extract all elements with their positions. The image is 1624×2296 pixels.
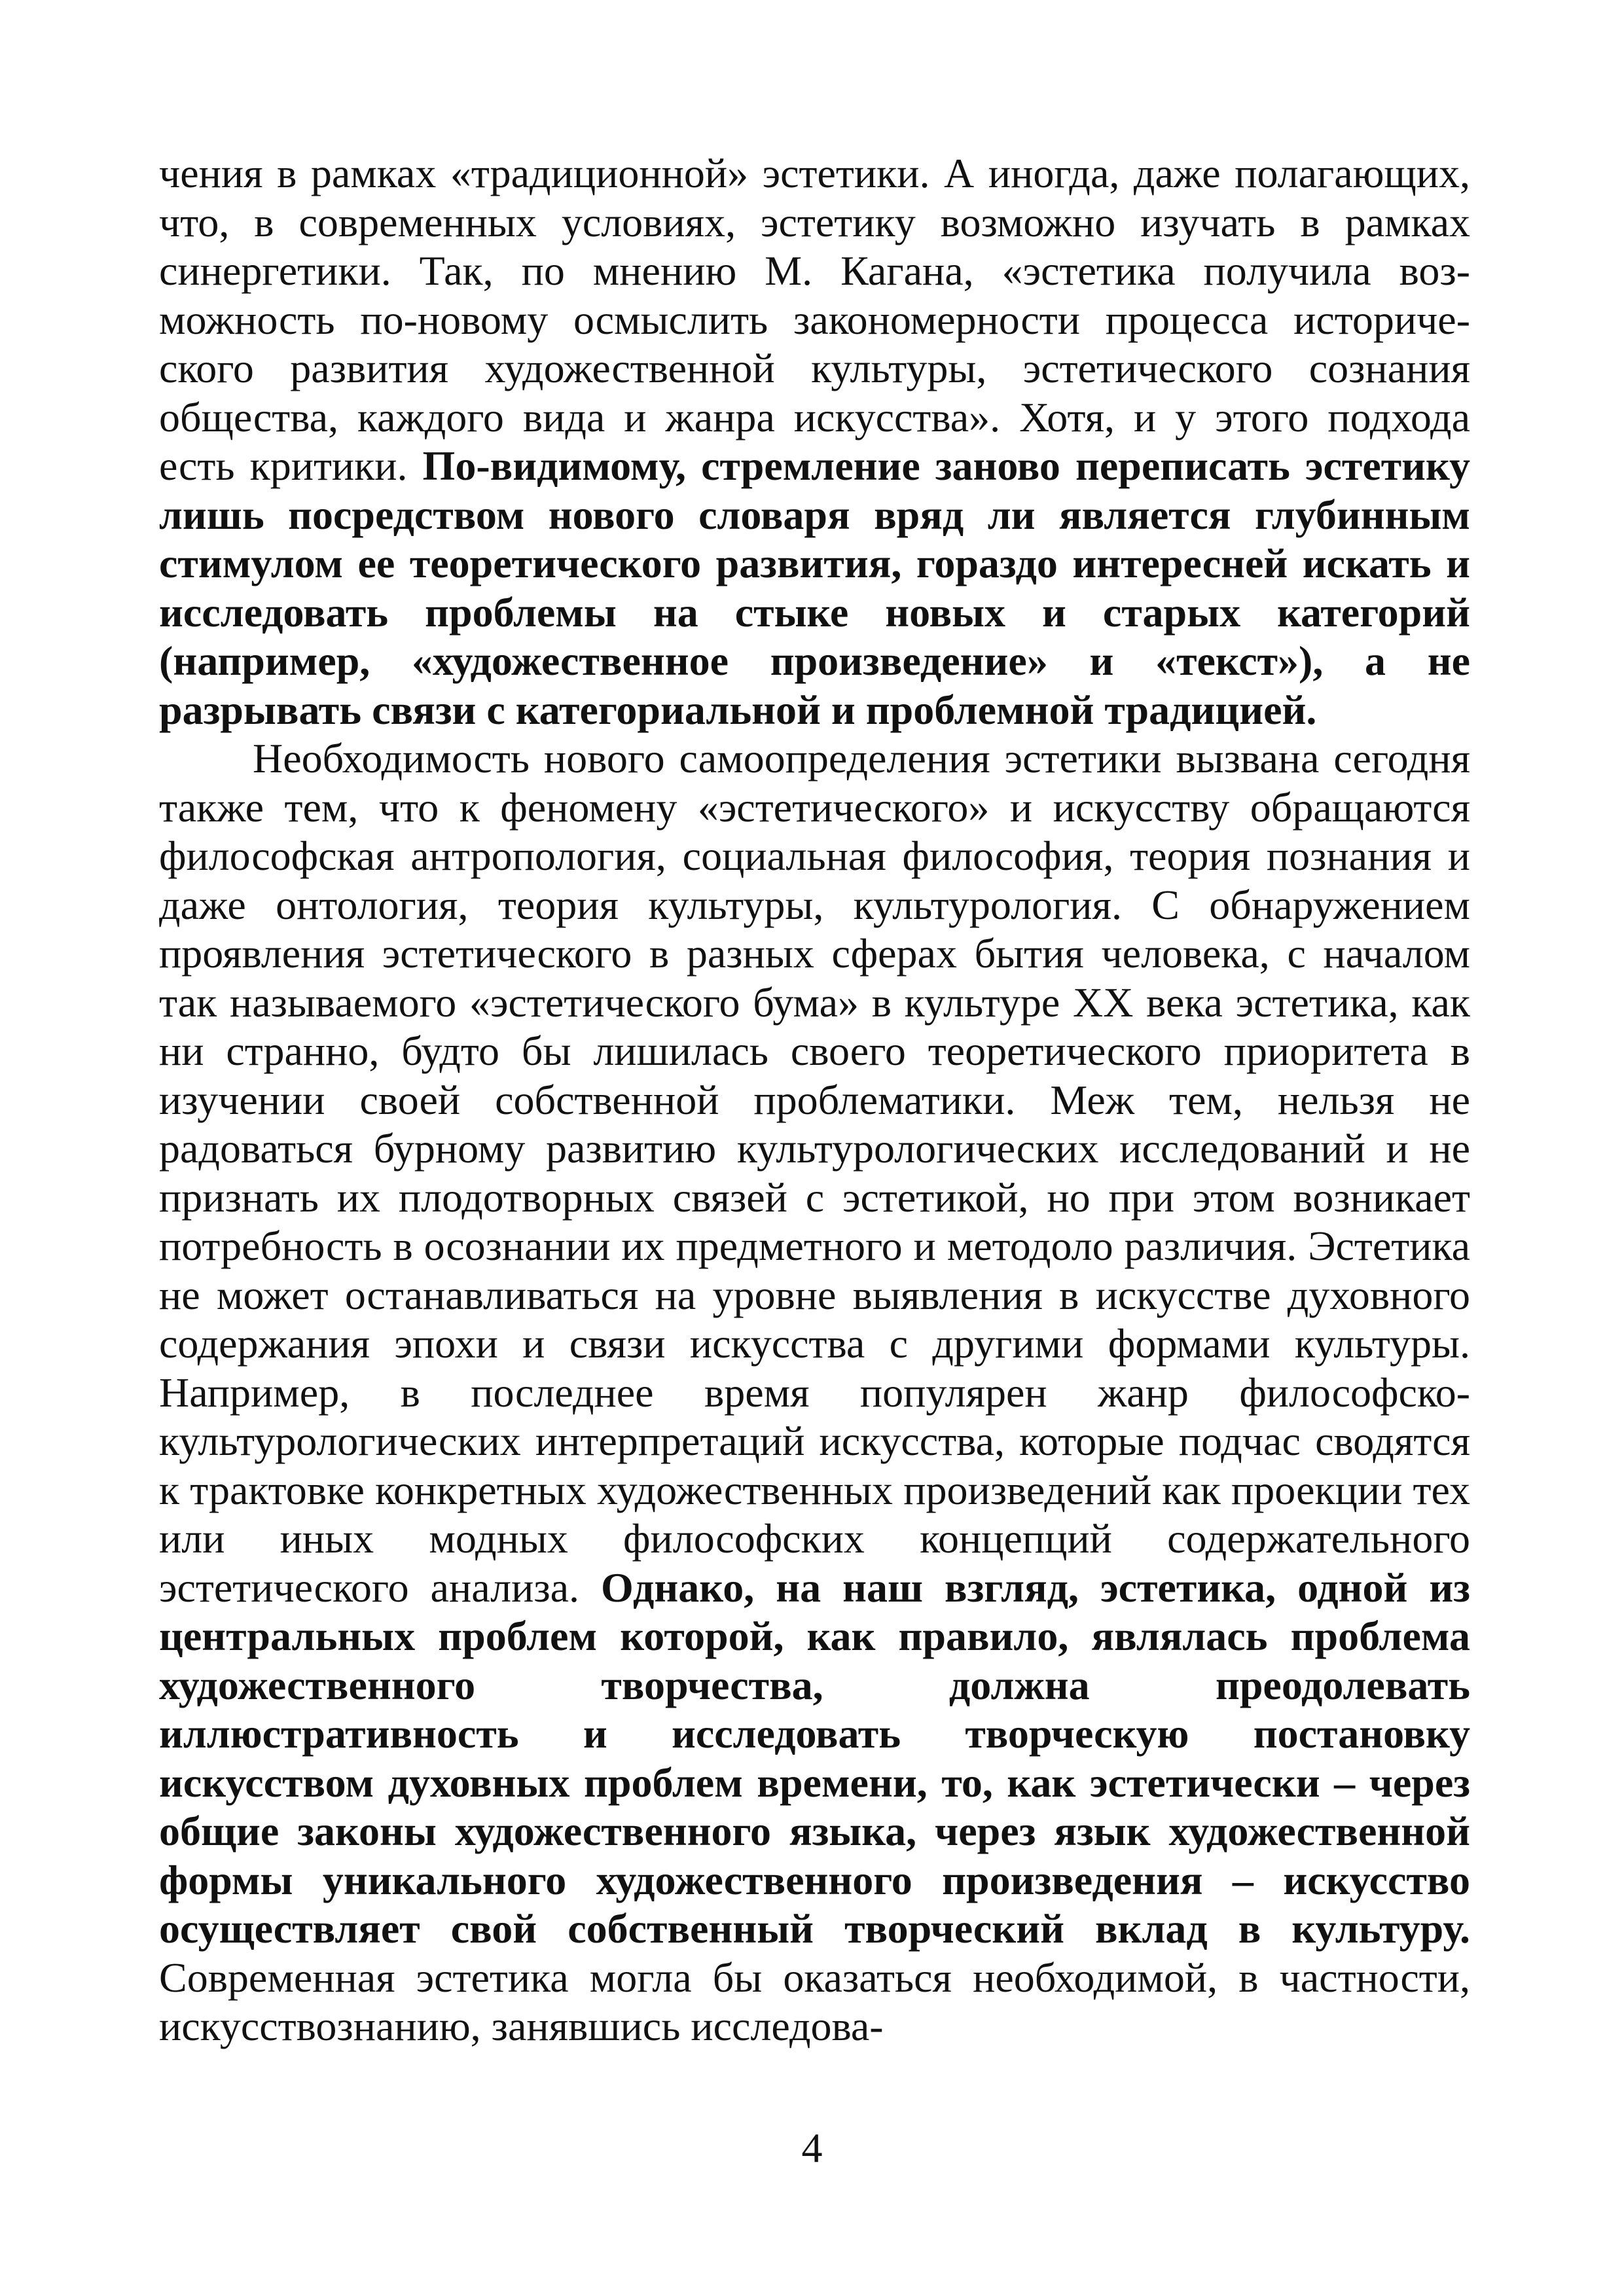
- paragraph-1-bold-emphasis: По-видимому, стремление заново переписать эстетику лишь посредством нового словаря вряд ли является глубинным стимулом ее теоретического развития, гораздо интересней искать и исследовать проблемы на стыке новых и старых категорий (например, «художественное произведение» и «текст»), а не разрывать связи с категориальной и проблемной традицией.: [159, 442, 1470, 733]
- paragraph-2-text: Необходимость нового самоопределения эстетики вызвана сегодня также тем, что к феномену «эстетического» и искусству обращаются философская антропология, социальная философия, теория познания и даже онтология, теория культуры, культурология. С обнаружением проявления эстетического в разных сферах бытия человека, с началом так называемого «эстетического бума» в культуре XX века эстетика, как ни странно, будто бы лишилась своего теоретического приоритета в изучении своей собственной проблематики. Меж тем, нельзя не радоваться бурному развитию культурологических исследований и не признать их плодотворных связей с эстетикой, но при этом возникает потребность в осознании их предметного и методоло различия. Эстетика не может останавливаться на уровне выявления в искусстве духовного содержания эпохи и связи искусства с другими формами культуры. Например, в последнее время популярен жанр философско-культурологических интерпретаций искусства, которые подчас сводятся к трактовке конкретных художественных произведений как проекции тех или иных модных философских концепций содержательного эстетического анализа.: [159, 735, 1470, 1611]
- paragraph-2-bold-emphasis: Однако, на наш взгляд, эстетика, одной из центральных проблем которой, как правило, являлась проблема художественного творчества, должна преодолевать иллюстративность и исследовать творческую постановку искусством духовных проблем времени, то, как эстетически – через общие законы художественного языка, через язык художественной формы уникального художественного произведения – искусство осуществляет свой собственный творческий вклад в культуру.: [159, 1564, 1470, 1952]
- paragraph-1-text: чения в рамках «традиционной» эстетики. А иногда, даже полагающих, что, в современных условиях, эстетику возможно изучать в рамках синергетики. Так, по мнению М. Кагана, «эстетика получила возможность по-новому осмыслить закономерности процесса исторического развития художественной культуры, эстетического сознания общества, каждого вида и жанра искусства». Хотя, и у этого подхода есть критики.: [159, 150, 1470, 489]
- paragraph-1: [159, 149, 1470, 734]
- page-number: 4: [801, 2125, 823, 2171]
- paragraph-2: [159, 734, 1470, 2051]
- body-text: [159, 149, 1470, 2051]
- paragraph-2-closing-text: Современная эстетика могла бы оказаться необходимой, в частности, искусствознанию, занявшись исследова-: [159, 1954, 1470, 2049]
